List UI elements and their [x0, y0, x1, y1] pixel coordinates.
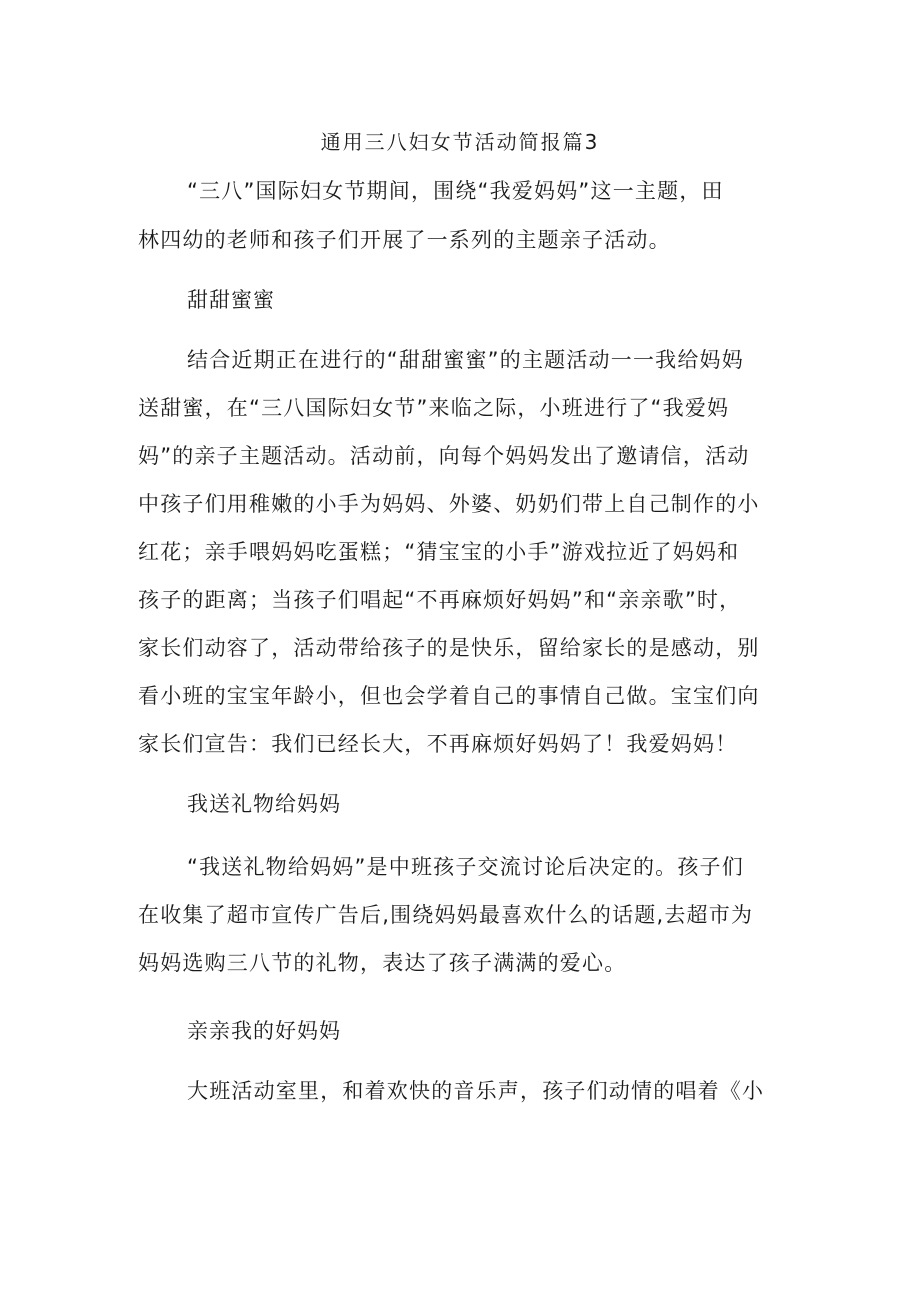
intro-line-1: “三八”国际妇女节期间，围绕“我爱妈妈”这一主题，田 — [187, 179, 724, 203]
section-1-line-2: 送甜蜜，在“三八国际妇女节”来临之际，小班进行了“我爱妈 — [138, 396, 730, 420]
section-3-line-1: 大班活动室里，和着欢快的音乐声，孩子们动情的唱着《小 — [187, 1079, 765, 1103]
section-heading-kiss-my-mom: 亲亲我的好妈妈 — [187, 1019, 341, 1043]
section-1-line-4: 中孩子们用稚嫩的小手为妈妈、外婆、奶奶们带上自己制作的小 — [138, 492, 760, 516]
section-1-line-3: 妈”的亲子主题活动。活动前，向每个妈妈发出了邀请信，活动 — [138, 444, 750, 468]
section-heading-gift-for-mom: 我送礼物给妈妈 — [187, 792, 341, 816]
section-1-line-9: 家长们宣告：我们已经长大，不再麻烦好妈妈了！我爱妈妈！ — [138, 732, 738, 756]
section-1-line-5: 红花；亲手喂妈妈吃蛋糕；“猜宝宝的小手”游戏拉近了妈妈和 — [138, 540, 740, 564]
section-1-line-7: 家长们动容了，活动带给孩子的是快乐，留给家长的是感动，别 — [138, 636, 760, 660]
section-1-line-8: 看小班的宝宝年龄小，但也会学着自己的事情自己做。宝宝们向 — [138, 684, 760, 708]
document-title: 通用三八妇女节活动简报篇3 — [320, 130, 600, 154]
section-2-line-3: 妈妈选购三八节的礼物，表达了孩子满满的爱心。 — [138, 951, 627, 975]
section-1-line-1: 结合近期正在进行的“甜甜蜜蜜”的主题活动一一我给妈妈 — [187, 348, 744, 372]
intro-line-2: 林四幼的老师和孩子们开展了一系列的主题亲子活动。 — [138, 228, 671, 252]
section-2-line-2: 在收集了超市宣传广告后,围绕妈妈最喜欢什么的话题,去超市为 — [138, 903, 754, 927]
section-1-line-6: 孩子的距离；当孩子们唱起“不再麻烦好妈妈”和“亲亲歌”时， — [138, 588, 742, 612]
section-2-line-1: “我送礼物给妈妈”是中班孩子交流讨论后决定的。孩子们 — [187, 855, 744, 879]
section-heading-tiantian-mimi: 甜甜蜜蜜 — [187, 288, 275, 312]
